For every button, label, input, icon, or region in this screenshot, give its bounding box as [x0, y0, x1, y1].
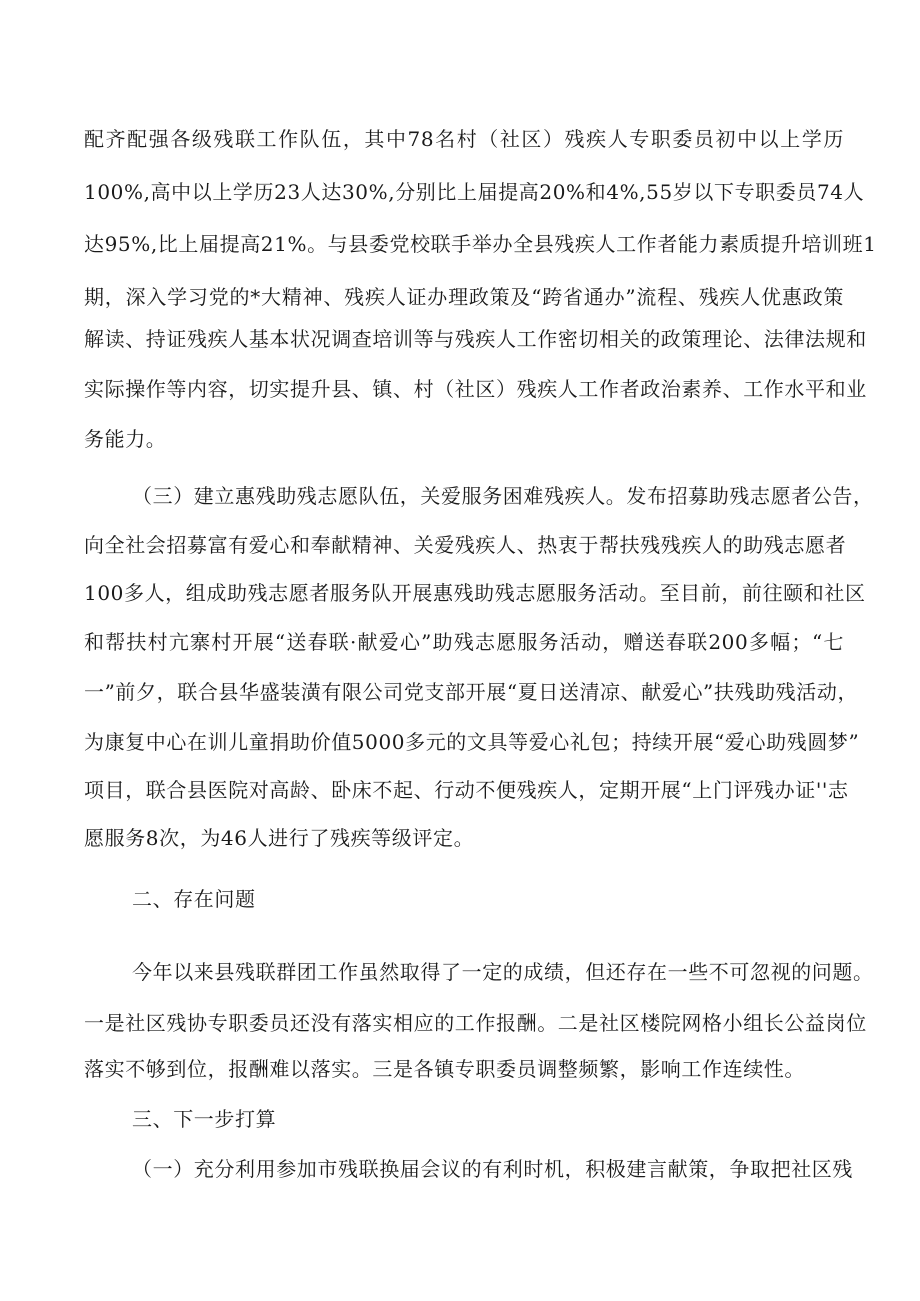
- paragraph-line: （一）充分利用参加市残联换届会议的有利时机，积极建言献策，争取把社区残: [132, 1157, 853, 1181]
- paragraph-line: 期，深入学习党的*大精神、残疾人证办理政策及“跨省通办”流程、残疾人优惠政策: [84, 285, 844, 309]
- paragraph-line: 向全社会招募富有爱心和奉献精神、关爱残疾人、热衷于帮扶残残疾人的助残志愿者: [84, 533, 847, 557]
- paragraph-line: 100多人，组成助残志愿者服务队开展惠残助残志愿服务活动。至目前，前往颐和社区: [84, 581, 866, 605]
- section-heading-paragraph: （三）建立惠残助残志愿队伍，关爱服务困难残疾人。发布招募助残志愿者公告，: [132, 484, 874, 508]
- paragraph-line: 今年以来县残联群团工作虽然取得了一定的成绩，但还存在一些不可忽视的问题。: [132, 960, 874, 984]
- paragraph-line: 项目，联合县医院对高龄、卧床不起、行动不便残疾人，定期开展“上门评残办证''志: [84, 778, 849, 802]
- paragraph-line: 落实不够到位，报酬难以落实。三是各镇专职委员调整频繁，影响工作连续性。: [84, 1057, 805, 1081]
- paragraph-line: 为康复中心在训儿童捐助价值5000多元的文具等爱心礼包；持续开展“爱心助残圆梦”: [84, 730, 860, 754]
- paragraph-line: 解读、持证残疾人基本状况调查培训等与残疾人工作密切相关的政策理论、法律法规和: [84, 327, 867, 351]
- paragraph-line: 配齐配强各级残联工作队伍，其中78名村（社区）残疾人专职委员初中以上学历: [84, 127, 844, 151]
- paragraph-line: 和帮扶村亢寨村开展“送春联·献爱心”助残志愿服务活动，赠送春联200多幅；“七: [84, 630, 844, 654]
- paragraph-line: 一”前夕，联合县华盛装潢有限公司党支部开展“夏日送清凉、献爱心”扶残助残活动，: [84, 680, 859, 704]
- paragraph-line: 100%,高中以上学历23人达30%,分别比上届提高20%和4%,55岁以下专职委员74人: [84, 180, 865, 204]
- paragraph-line: 务能力。: [84, 427, 167, 451]
- section-heading: 三、下一步打算: [132, 1107, 277, 1131]
- section-heading: 二、存在问题: [132, 887, 256, 911]
- paragraph-line: 一是社区残协专职委员还没有落实相应的工作报酬。二是社区楼院网格小组长公益岗位: [84, 1011, 867, 1035]
- paragraph-line: 实际操作等内容，切实提升县、镇、村（社区）残疾人工作者政治素养、工作水平和业: [84, 377, 867, 401]
- paragraph-line: 达95%,比上届提高21%。与县委党校联手举办全县残疾人工作者能力素质提升培训班1: [84, 232, 877, 256]
- paragraph-line: 愿服务8次，为46人进行了残疾等级评定。: [84, 826, 475, 850]
